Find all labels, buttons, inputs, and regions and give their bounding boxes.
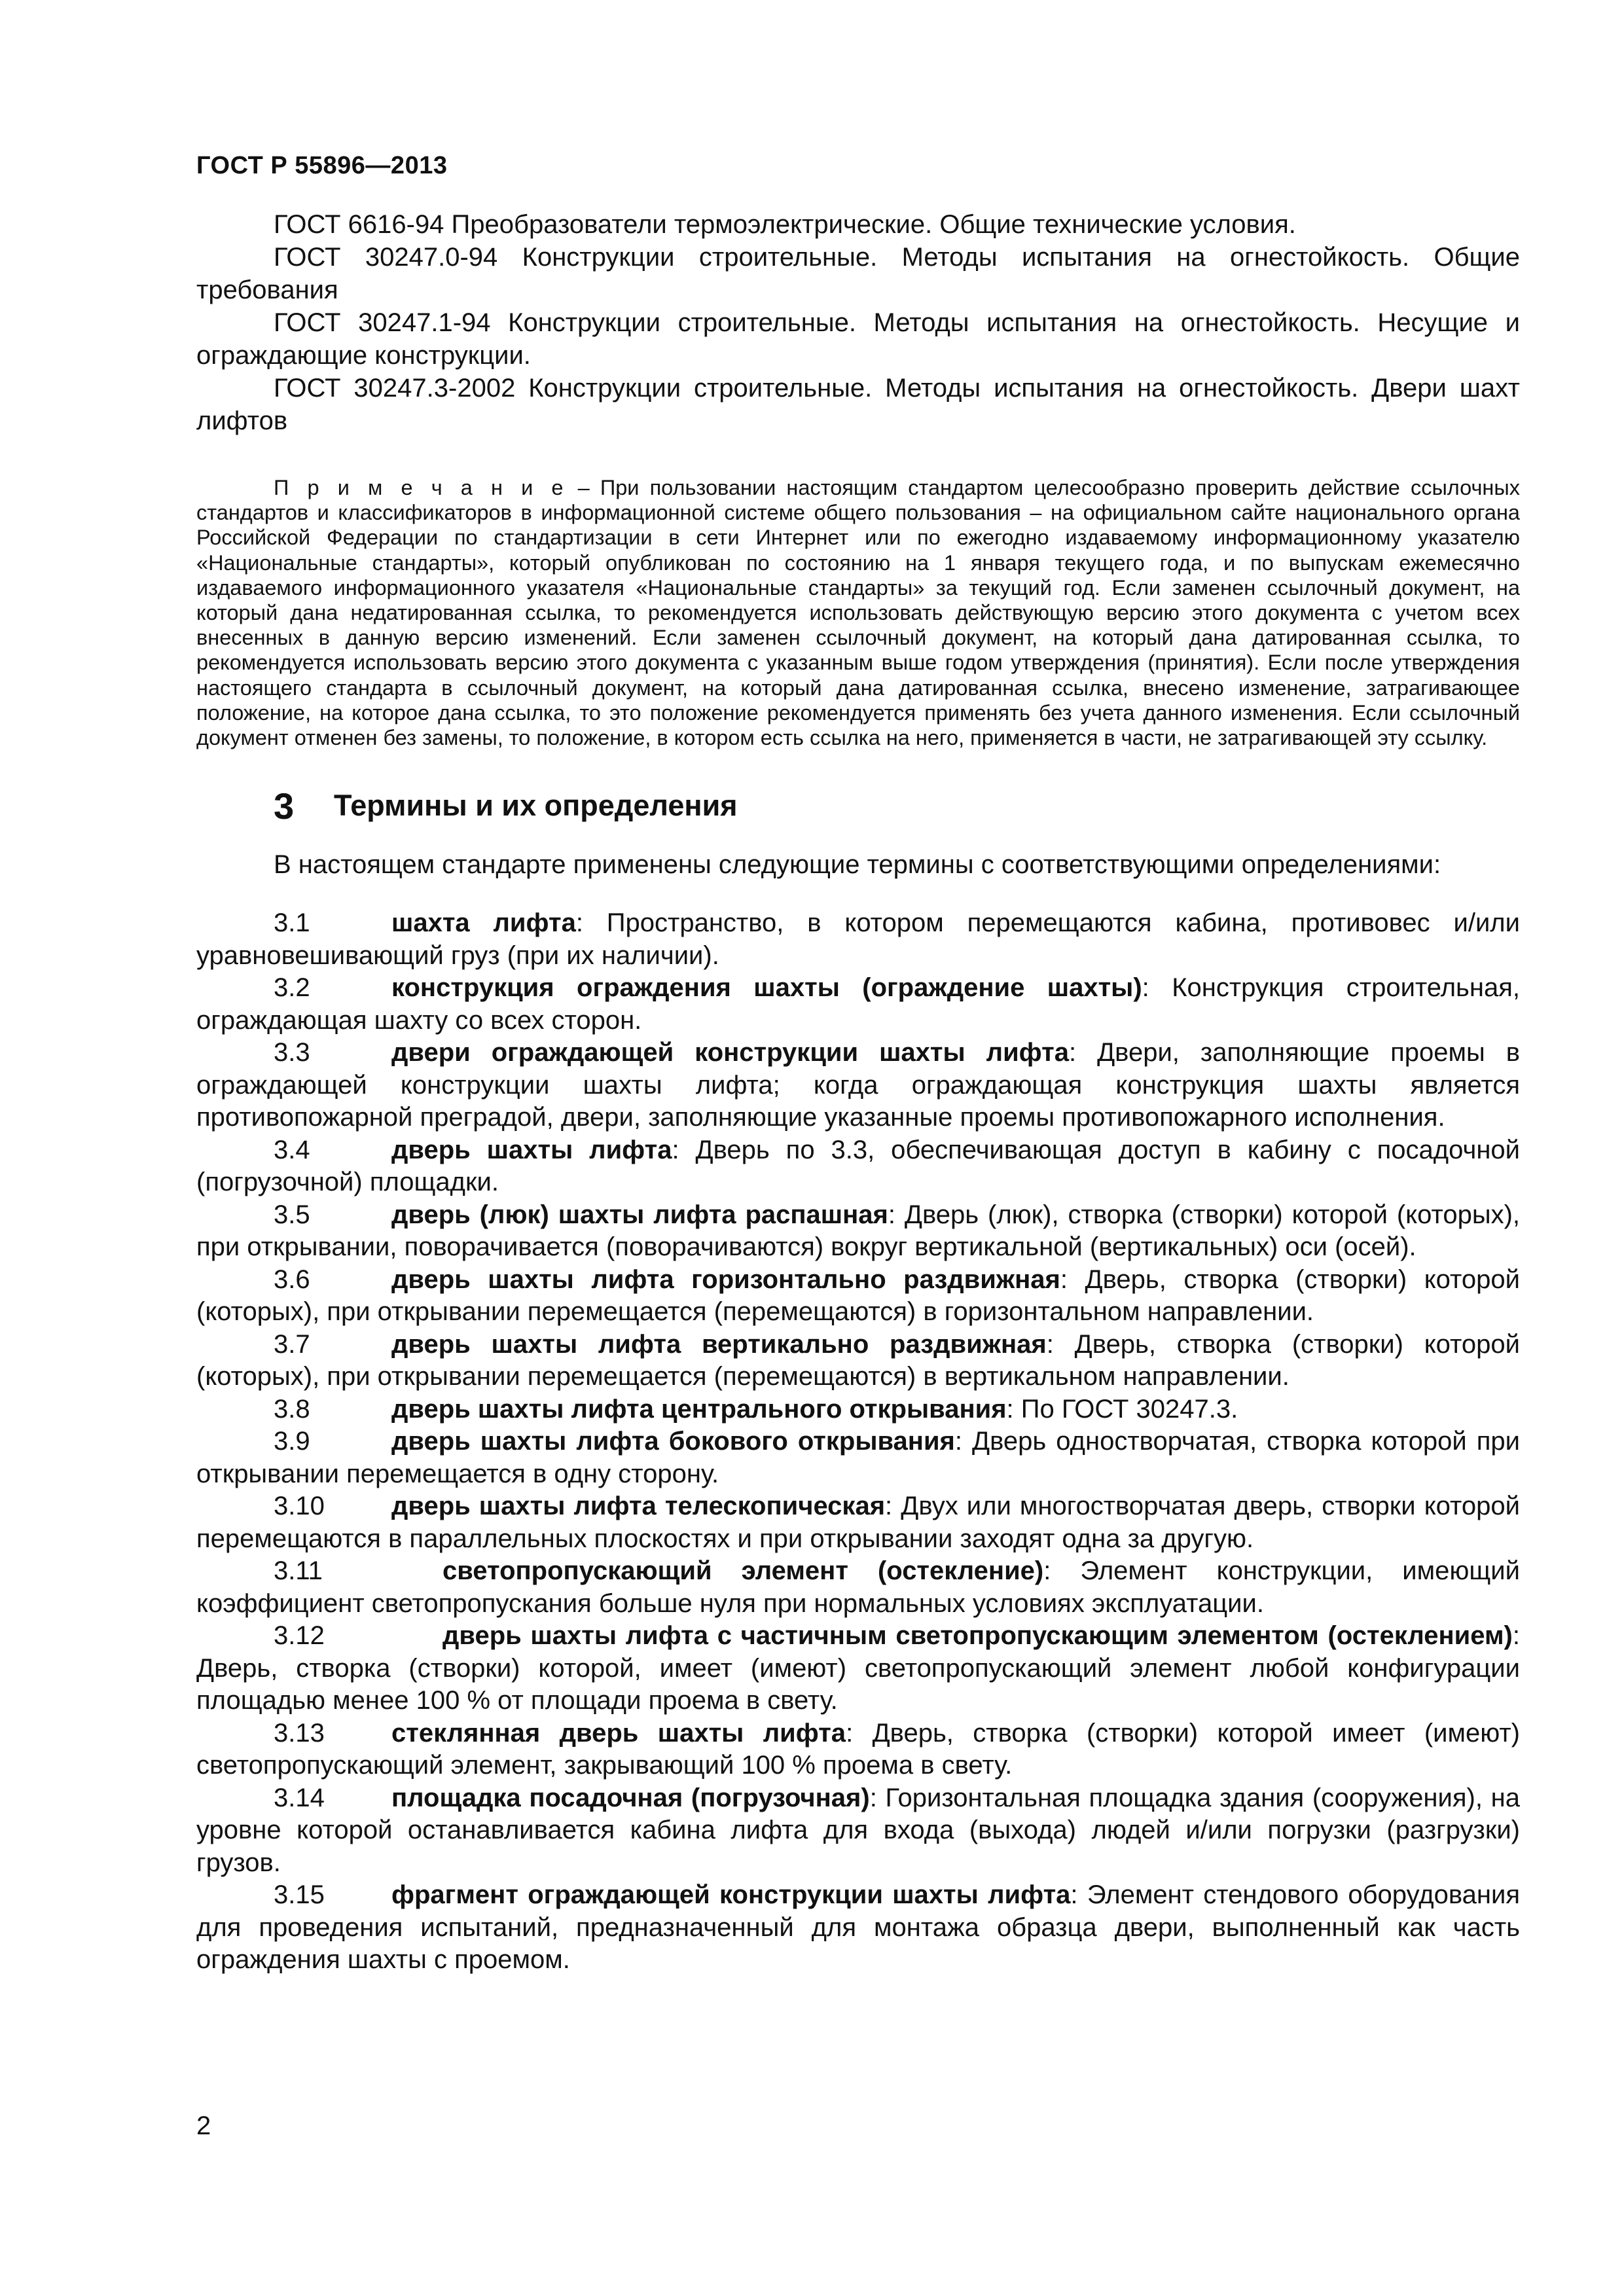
term-number: 3.11 <box>274 1556 323 1586</box>
term-entry <box>196 1199 1520 1264</box>
term-entry <box>196 1329 1520 1393</box>
term-definition: : Дверь, створка (створки) которой (которых), при открывании перемещается (перемещаются) в горизонтальном направлении. <box>196 1265 1520 1327</box>
term-number: 3.13 <box>274 1718 325 1748</box>
term-name: стеклянная дверь шахты лифта <box>391 1718 846 1748</box>
term-definition: : Дверь, створка (створки) которой (которых), при открывании перемещается (перемещаются) в вертикальном направлении. <box>196 1329 1520 1391</box>
term-entry <box>196 972 1520 1037</box>
term-entry <box>196 1620 1520 1717</box>
term-name: дверь шахты лифта горизонтально раздвижная <box>391 1265 1060 1294</box>
term-entry <box>196 907 1520 972</box>
term-definition: : Двери, заполняющие проемы в ограждающей конструкции шахты лифта; когда ограждающая конструкция шахты является противопожарной преградой, двери, заполняющие указанные проемы противопожарного исполнения. <box>196 1038 1520 1132</box>
term-definition: : Горизонтальная площадка здания (сооружения), на уровне которой останавливается кабина лифта для входа (выхода) людей и/или погрузки (разгрузки) грузов. <box>196 1783 1520 1877</box>
term-name: светопропускающий элемент (остекление) <box>442 1556 1044 1586</box>
term-number: 3.6 <box>274 1265 310 1294</box>
section-heading <box>196 784 1520 827</box>
term-number: 3.1 <box>274 908 310 938</box>
term-number: 3.12 <box>274 1621 325 1651</box>
term-number: 3.2 <box>274 973 310 1003</box>
term-name: дверь (люк) шахты лифта распашная <box>391 1200 888 1229</box>
term-definition: : Конструкция строительная, ограждающая шахту со всех сторон. <box>196 973 1520 1035</box>
term-number: 3.10 <box>274 1492 325 1521</box>
reference-item: ГОСТ 30247.0-94 Конструкции строительные. Методы испытания на огнестойкость. Общие требования <box>196 243 1520 304</box>
reference-item: ГОСТ 30247.1-94 Конструкции строительные. Методы испытания на огнестойкость. Несущие и ограждающие конструкции. <box>196 308 1520 370</box>
term-name: дверь шахты лифта телескопическая <box>391 1492 886 1521</box>
terms-list <box>196 907 1520 1977</box>
term-entry <box>196 1782 1520 1880</box>
document-header: ГОСТ Р 55896—2013 <box>196 152 448 179</box>
term-entry <box>196 1426 1520 1490</box>
term-entry <box>196 1264 1520 1329</box>
term-definition: : Дверь, створка (створки) которой, имеет (имеют) светопропускающий элемент любой конфигурации площадью менее 100 % от площади проема в свету. <box>196 1621 1520 1715</box>
term-name: дверь шахты лифта центрального открывания <box>391 1394 1007 1424</box>
term-entry <box>196 1134 1520 1199</box>
reference-item: ГОСТ 6616-94 Преобразователи термоэлектрические. Общие технические условия. <box>274 210 1296 239</box>
term-entry <box>196 1393 1520 1426</box>
section-intro: В настоящем стандарте применены следующие термины с соответствующими определениями: <box>274 850 1441 880</box>
term-definition: : Дверь (люк), створка (створки) которой (которых), при открывании, поворачивается (поворачиваются) вокруг вертикальной (вертикальных) оси (осей). <box>196 1200 1520 1262</box>
term-number: 3.7 <box>274 1329 310 1359</box>
term-name: дверь шахты лифта <box>391 1135 672 1164</box>
term-number: 3.4 <box>274 1135 310 1164</box>
term-entry <box>196 1037 1520 1134</box>
term-number: 3.3 <box>274 1038 310 1067</box>
term-name: двери ограждающей конструкции шахты лифта <box>391 1038 1069 1067</box>
term-entry <box>196 1490 1520 1555</box>
term-entry <box>196 1717 1520 1782</box>
term-number: 3.15 <box>274 1880 325 1910</box>
term-number: 3.5 <box>274 1200 310 1229</box>
term-definition: : Дверь одностворчатая, створка которой при открывании перемещается в одну сторону. <box>196 1427 1520 1488</box>
term-name: дверь шахты лифта с частичным светопропускающим элементом (остеклением) <box>442 1621 1513 1651</box>
note-label: П р и м е ч а н и е <box>274 476 568 499</box>
term-number: 3.14 <box>274 1783 325 1812</box>
term-entry <box>196 1879 1520 1977</box>
term-definition: : По ГОСТ 30247.3. <box>1006 1394 1238 1424</box>
term-definition: : Дверь, створка (створки) которой имеет (имеют) светопропускающий элемент, закрывающий 100 % проема в свету. <box>196 1718 1521 1780</box>
page-number: 2 <box>196 2111 211 2140</box>
page-content <box>196 208 1520 1977</box>
term-name: площадка посадочная (погрузочная) <box>391 1783 870 1812</box>
term-definition: : Пространство, в котором перемещаются кабина, противовес и/или уравновешивающий груз (при их наличии). <box>196 908 1520 970</box>
term-name: шахта лифта <box>391 908 576 938</box>
term-definition: : Элемент конструкции, имеющий коэффициент светопропускания больше нуля при нормальных условиях эксплуатации. <box>196 1556 1520 1618</box>
section-title: Термины и их определения <box>334 789 738 823</box>
term-definition: : Элемент стендового оборудования для проведения испытаний, предназначенный для монтажа образца двери, выполненный как часть ограждения шахты с проемом. <box>196 1880 1521 1975</box>
term-name: дверь шахты лифта бокового открывания <box>391 1427 955 1456</box>
reference-item: ГОСТ 30247.3-2002 Конструкции строительные. Методы испытания на огнестойкость. Двери шахт лифтов <box>196 374 1520 435</box>
note-paragraph <box>196 475 1520 750</box>
term-entry <box>196 1555 1520 1620</box>
term-name: фрагмент ограждающей конструкции шахты лифта <box>391 1880 1071 1910</box>
term-number: 3.9 <box>274 1427 310 1456</box>
section-number: 3 <box>274 785 295 827</box>
term-name: конструкция ограждения шахты (ограждение шахты) <box>391 973 1142 1003</box>
term-number: 3.8 <box>274 1394 310 1424</box>
normative-references <box>196 208 1520 437</box>
term-definition: : Двух или многостворчатая дверь, створки которой перемещаются в параллельных плоскостях и при открывании заходят одна за другую. <box>196 1492 1521 1553</box>
term-name: дверь шахты лифта вертикально раздвижная <box>391 1329 1047 1359</box>
note-text: – При пользовании настоящим стандартом целесообразно проверить действие ссылочных стандартов и классификаторов в информационной системе общего пользования – на официальном сайте национального органа Российской Федерации по стандартизации в сети Интернет или по ежегодно издаваемому информационному указателю «Национальные стандарты», который опубликован по состоянию на 1 января текущего года, и по выпускам ежемесячно издаваемого информационного указателя «Национальные стандарты» за текущий год. Если заменен ссылочный документ, на который дана недатированная ссылка, то рекомендуется использовать действующую версию этого документа с учетом всех внесенных в данную версию изменений. Если заменен ссылочный документ, на который дана датированная ссылка, то рекомендуется использовать версию этого документа с указанным выше годом утверждения (принятия). Если после утверждения настоящего стандарта в ссылочный документ, на который дана датированная ссылка, внесено изменение, затрагивающее положение, на которое дана ссылка, то это положение рекомендуется применять без учета данного изменения. Если ссылочный документ отменен без замены, то положение, в котором есть ссылка на него, применяется в части, не затрагивающей эту ссылку. <box>196 476 1520 750</box>
term-definition: : Дверь по 3.3, обеспечивающая доступ в кабину с посадочной (погрузочной) площадки. <box>196 1135 1521 1197</box>
